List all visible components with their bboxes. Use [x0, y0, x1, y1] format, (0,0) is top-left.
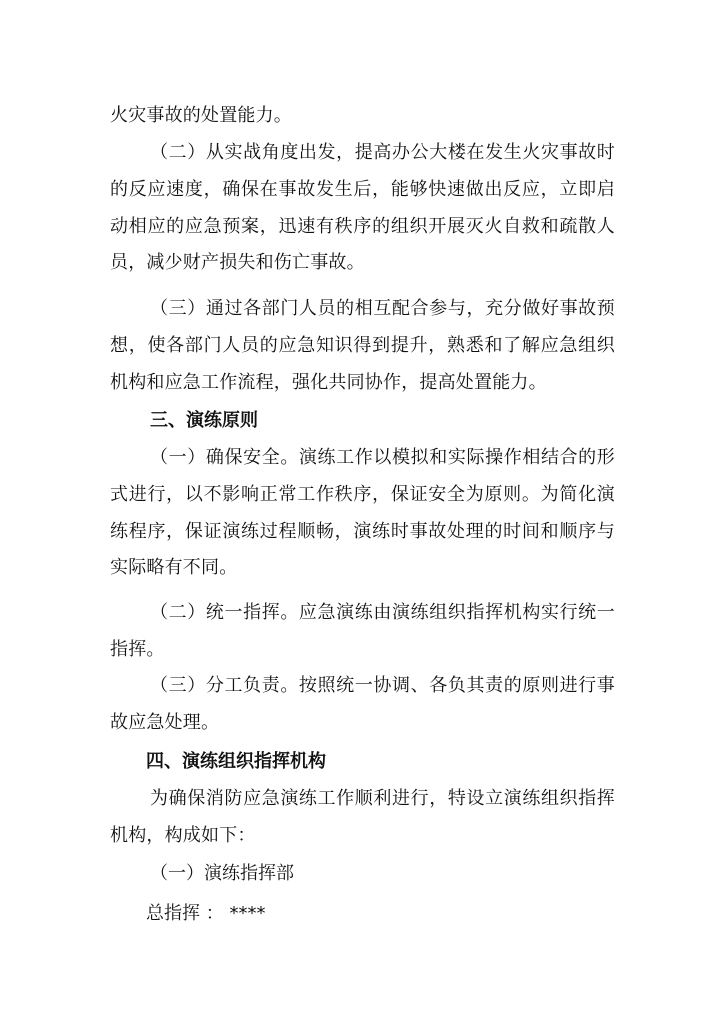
paragraph-disposal-capability: 火灾事故的处置能力。	[110, 105, 292, 126]
paragraph-principle-responsibility: （三）分工负责。按照统一协调、各负其责的原则进行事故应急处理。	[110, 675, 615, 733]
paragraph-purpose-3: （三）通过各部门人员的相互配合参与，充分做好事故预想，使各部门人员的应急知识得到提升，熟悉和了解应急组织机构和应急工作流程，强化共同协作，提高处置能力。	[110, 298, 615, 393]
section-heading-drill-principles: 三、演练原则	[150, 410, 258, 431]
paragraph-principle-command: （二）统一指挥。应急演练由演练组织指挥机构实行统一指挥。	[110, 602, 615, 660]
subheading-drill-headquarters: （一）演练指挥部	[150, 863, 294, 884]
paragraph-principle-safety: （一）确保安全。演练工作以模拟和实际操作相结合的形式进行，以不影响正常工作秩序，保证安全为原则。为简化演练程序，保证演练过程顺畅，演练时事故处理的时间和顺序与实际略有不同。	[110, 447, 615, 579]
paragraph-purpose-2: （二）从实战角度出发，提高办公大楼在发生火灾事故时的反应速度，确保在事故发生后，能够快速做出反应，立即启动相应的应急预案，迅速有秩序的组织开展灭火自救和疏散人员，减少财产损失和伤亡事故。	[110, 142, 615, 274]
commander-in-chief-line: 总指挥 ： ****	[146, 903, 266, 924]
paragraph-structure-intro: 为确保消防应急演练工作顺利进行，特设立演练组织指挥机构，构成如下：	[110, 788, 615, 846]
section-heading-command-structure: 四、演练组织指挥机构	[146, 751, 326, 772]
